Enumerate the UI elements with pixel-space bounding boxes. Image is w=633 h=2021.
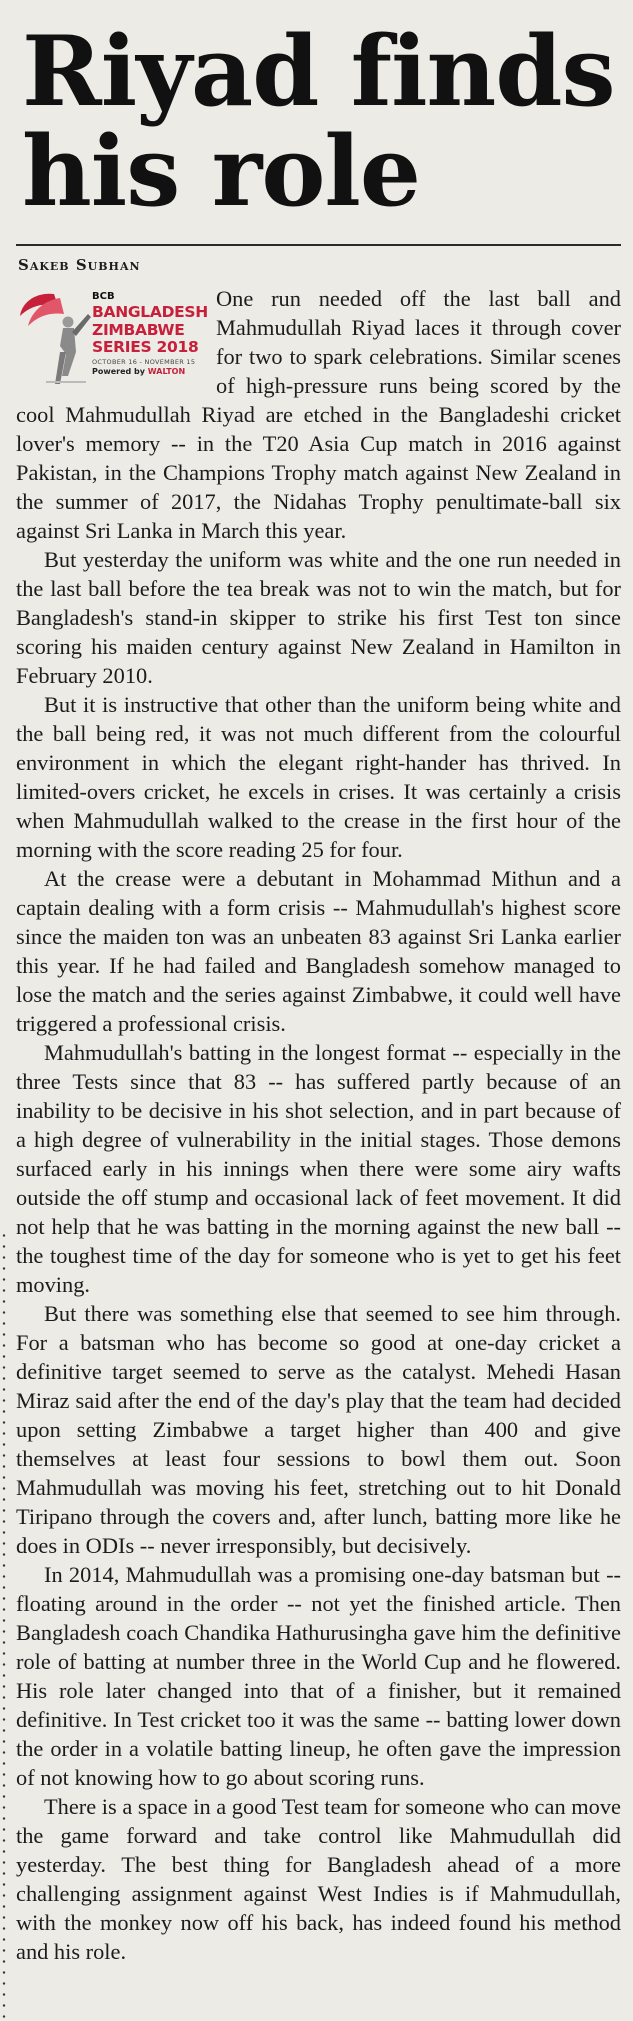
series-logo [16,286,208,394]
paragraph-3: But it is instructive that other than the uniform being white and the ball being red, it was not much different from the colourful environment in which the elegant right-hander has thrived. In limited-overs cricket, he excels in crises. It was certainly a crisis when Mahmudullah walked to the crease in the first hour of the morning with the score reading 25 for four. [16,692,621,862]
logo-line-1: BANGLADESH [92,303,208,321]
cricketer-silhouette-icon [16,286,96,394]
paragraph-8: There is a space in a good Test team for someone who can move the game forward and take control like Mahmudullah did yesterday. The best thing for Bangladesh ahead of a more challenging assignment against West Indies is if Mahmudullah, with the monkey now off his back, has indeed found his method and his role. [16,1794,621,1964]
logo-powered-by: Powered by WALTON [92,367,186,376]
byline: Sakeb Subhan [18,256,141,274]
logo-org: BCB [92,291,115,302]
paragraph-7: In 2014, Mahmudullah was a promising one-day batsman but -- floating around in the order -- not yet the finished article. Then Bangladesh coach Chandika Hathurusingha gave him the definitive role of batting at number three in the World Cup and he flowered. His role later changed into that of a finisher, but it remained definitive. In Test cricket too it was the same -- batting lower down the order in a volatile batting lineup, he often gave the impression of not knowing how to go about scoring runs. [16,1562,621,1790]
paragraph-2: But yesterday the uniform was white and the one run needed in the last ball before the tea break was not to win the match, but for Bangladesh's stand-in skipper to strike his first Test ton since scoring his maiden century against New Zealand in Hamilton in February 2010. [16,547,621,688]
article-body [16,284,621,1966]
logo-line-3: SERIES 2018 [92,338,199,356]
paragraph-5: Mahmudullah's batting in the longest format -- especially in the three Tests since that 83 -- has suffered partly because of an inability to be decisive in his shot selection, and in part because of a high degree of vulnerability in the initial stages. Those demons surfaced early in his innings when there were some airy wafts outside the off stump and occasional lack of feet movement. It did not help that he was batting in the morning against the new ball -- the toughest time of the day for someone who is yet to get his feet moving. [16,1040,621,1297]
logo-line-2: ZIMBABWE [92,320,185,339]
column-dotted-border [2,1230,6,2020]
headline-rule [16,244,621,246]
paragraph-4: At the crease were a debutant in Mohammad Mithun and a captain dealing with a form crisis -- Mahmudullah's highest score since the maiden ton was an unbeaten 83 against Sri Lanka earlier this year. If he had failed and Bangladesh somehow managed to lose the match and the series against Zimbabwe, it could well have triggered a professional crisis. [16,866,621,1036]
series-logo-text [92,292,208,376]
sponsor-name: WALTON [147,367,186,376]
headline-line-1: Riyad finds [22,15,615,128]
headline [22,15,621,228]
paragraph-1: One run needed off the last ball and Mahmudullah Riyad laces it through cover for two to spark celebrations. Similar scenes of high-pressure runs being scored by the cool Mahmudullah Riyad are etched in the Bangladeshi cricket lover's memory -- in the T20 Asia Cup match in 2016 against Pakistan, in the Champions Trophy match against New Zealand in the summer of 2017, the Nidahas Trophy penultimate-ball six against Sri Lanka in March this year. [16,286,621,543]
paragraph-6: But there was something else that seemed to see him through. For a batsman who has become so good at one-day cricket a definitive target seemed to serve as the catalyst. Mehedi Hasan Miraz said after the end of the day's play that the team had decided upon setting Zimbabwe a target higher than 400 and give themselves at least four sessions to bowl them out. Soon Mahmudullah was moving his feet, stretching out to hit Donald Tiripano through the covers and, after lunch, batting more like he does in ODIs -- never irresponsibly, but decisively. [16,1301,621,1558]
logo-dates: OCTOBER 16 - NOVEMBER 15 [92,357,196,366]
headline-line-2: his role [22,115,420,228]
